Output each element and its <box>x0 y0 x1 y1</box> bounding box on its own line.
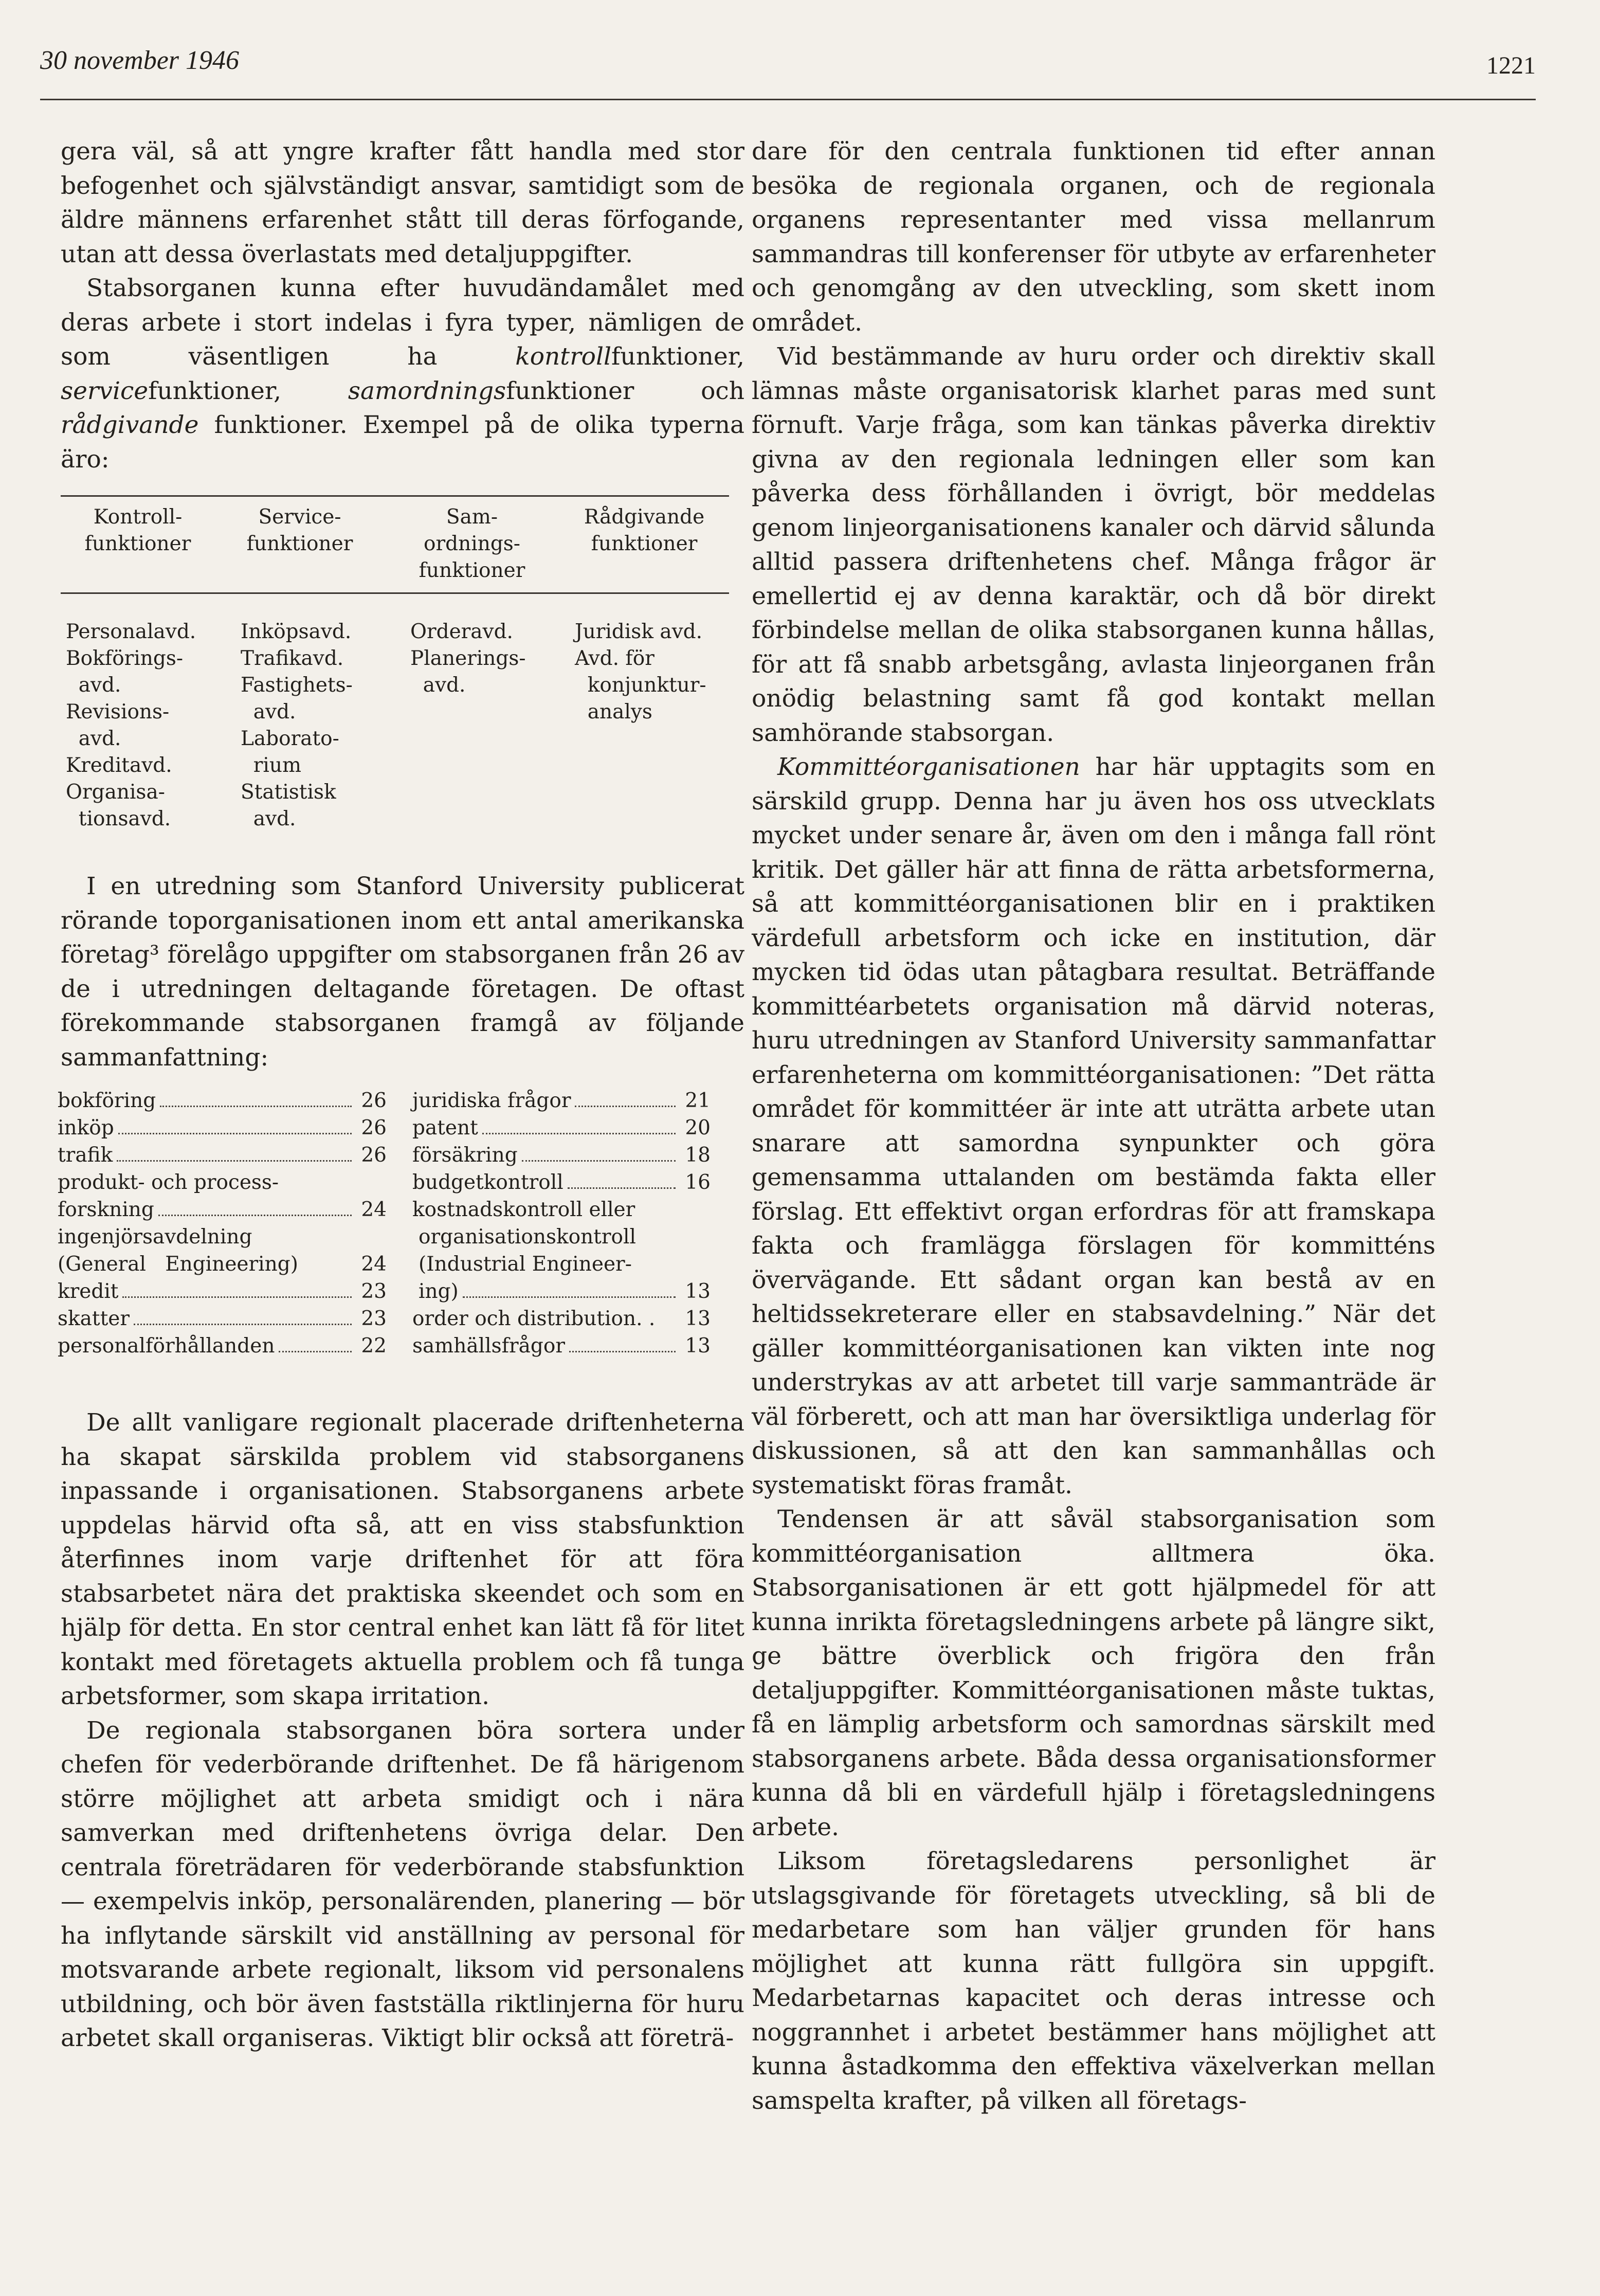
freq-value: 26 <box>361 1116 387 1140</box>
page-number: 1221 <box>1486 52 1536 79</box>
freq-item <box>58 1332 387 1360</box>
p2-em-samordnings: samordnings <box>348 376 506 405</box>
p2-em-radgivande: rådgivande <box>61 411 199 439</box>
freq-value: 23 <box>361 1307 387 1330</box>
header-rule <box>40 99 1536 100</box>
freq-value: 20 <box>685 1116 711 1140</box>
left-paragraph-5: De regionala stabsorganen böra sortera under chefen för vederbörande driftenhet. De få härigenom större möjlighet att arbeta smidigt och i nära samverkan med driftenhetens övriga delar. Den centrala företrädaren för vederbörande stabsfunktion — exempelvis inköp, personalärenden, planering — bör ha inflytande särskilt vid anställning av personal för motsvarande arbete regionalt, liksom vid personalens utbildning, och bör även fastställa riktlinjerna för huru arbetet skall organiseras. Viktigt blir också att företrä- <box>61 1716 744 2052</box>
freq-item <box>412 1251 711 1278</box>
p2-em-kontroll: kontroll <box>515 342 612 371</box>
freq-value: 16 <box>685 1171 711 1194</box>
table-cell-service: Inköpsavd. Trafikavd. Fastighets- avd. Laborato- rium Statistisk avd. <box>241 620 353 830</box>
freq-value: 22 <box>361 1334 387 1358</box>
freq-label: forskning <box>58 1198 154 1221</box>
freq-label: juridiska frågor <box>412 1089 571 1112</box>
freq-item <box>412 1332 711 1360</box>
table-body-row <box>61 594 729 833</box>
table-cell-kontroll: Personalavd. Bokförings- avd. Revisions- avd. Kreditavd. Organisa- tionsavd. <box>66 620 196 830</box>
left-paragraph-3: I en utredning som Stanford University publicerat rörande toporganisationen inom ett antal amerikanska företag³ förelågo uppgifter om stabsorganen från 26 av de i utredningen deltagande företagen. De oftast förekommande stabsorganen framgå av följande sammanfattning: <box>61 872 744 1072</box>
freq-item <box>58 1169 387 1196</box>
p2-text-b: funktioner, <box>611 342 744 371</box>
p2-em-service: service <box>61 376 149 405</box>
freq-value: 24 <box>361 1253 387 1276</box>
freq-label: kostnadskontroll eller <box>412 1198 635 1221</box>
freq-item <box>412 1169 711 1196</box>
freq-value: 21 <box>685 1089 711 1112</box>
freq-item <box>58 1142 387 1169</box>
freq-item <box>412 1196 711 1223</box>
right-paragraph-1: dare för den centrala funktionen tid efter annan besöka de regionala organen, och de regionala organens representanter med vissa mellanrum sammandras till konferenser för utbyte av erfarenheter och genomgång av den utveckling, som skett inom området. <box>752 137 1435 337</box>
p2-text-a: Stabsorganen kunna efter huvudändamålet med deras arbete i stort indelas i fyra typer, nämligen de som väsentligen ha <box>61 274 744 371</box>
freq-label: skatter <box>58 1307 130 1330</box>
freq-item <box>58 1251 387 1278</box>
freq-label: samhällsfrågor <box>412 1334 565 1358</box>
freq-label: bokföring <box>58 1089 156 1112</box>
freq-label: försäkring <box>412 1144 518 1167</box>
freq-item <box>412 1305 711 1332</box>
right-column <box>752 135 1435 2118</box>
table-cell-radgivande: Juridisk avd. Avd. för konjunktur- analys <box>575 620 706 724</box>
freq-label: order och distribution. . <box>412 1307 656 1330</box>
page-date: 30 november 1946 <box>40 46 240 75</box>
freq-item <box>58 1087 387 1114</box>
frequency-list <box>58 1087 741 1360</box>
table-header-service: Service- funktioner <box>246 505 353 555</box>
freq-label: trafik <box>58 1144 113 1167</box>
left-paragraph-2 <box>61 272 744 477</box>
table-header-samordnings: Sam- ordnings- funktioner <box>419 505 525 582</box>
freq-item <box>58 1114 387 1142</box>
p2-text-e: funktioner. Exempel på de olika typerna äro: <box>61 411 744 474</box>
freq-label: ing) <box>419 1280 459 1303</box>
freq-item <box>58 1223 387 1251</box>
right-paragraph-4: Tendensen är att såväl stabsorganisation som kommittéorganisation alltmera öka. Stabsorganisationen är ett gott hjälpmedel för att kunna inrikta företagsledningens arbete på längre sikt, ge bättre överblick och frigöra den från detaljuppgifter. Kommittéorganisationen måste tuktas, få en lämplig arbetsform och samordnas särskilt med stabsorganens arbete. Båda dessa organisationsformer kunna då bli en värdefull hjälp i företagsledningens arbete. <box>752 1505 1435 1841</box>
freq-value: 13 <box>685 1280 711 1303</box>
table-header-radgivande: Rådgivande funktioner <box>584 505 705 555</box>
freq-label: organisationskontroll <box>419 1225 636 1249</box>
freq-value: 26 <box>361 1089 387 1112</box>
freq-label: produkt- och process- <box>58 1171 279 1194</box>
p3-em-kommitte: Kommittéorganisationen <box>777 753 1080 781</box>
left-paragraph-1: gera väl, så att yngre krafter fått handla med stor befogenhet och självständigt ansvar, samtidigt som de äldre männens erfarenhet stått till deras förfogande, utan att dessa överlastats med detaljuppgifter. <box>61 137 744 268</box>
freq-label: kredit <box>58 1280 119 1303</box>
freq-item <box>412 1087 711 1114</box>
freq-item <box>58 1305 387 1332</box>
right-paragraph-5: Liksom företagsledarens personlighet är utslagsgivande för företagets utveckling, så bli de medarbetare som han väljer grunden för hans möjlighet att kunna rätt fullgöra sin uppgift. Medarbetarnas kapacitet och deras intresse och noggrannhet i arbetet bestämmer hans möjlighet att kunna åstadkomma den effektiva växelverkan mellan samspelta krafter, på vilken all företags- <box>752 1847 1435 2115</box>
freq-label: (General Engineering) <box>58 1253 298 1276</box>
table-header-row <box>61 497 729 592</box>
table-header-kontroll: Kontroll- funktioner <box>84 505 191 555</box>
freq-value: 26 <box>361 1144 387 1167</box>
freq-label: patent <box>412 1116 478 1140</box>
frequency-list-left <box>58 1087 387 1360</box>
freq-label: ingenjörsavdelning <box>58 1225 252 1249</box>
freq-item <box>412 1114 711 1142</box>
freq-value: 13 <box>685 1334 711 1358</box>
freq-value: 18 <box>685 1144 711 1167</box>
staff-types-table <box>61 495 729 833</box>
p2-text-d: funktioner och <box>506 376 745 405</box>
freq-value: 23 <box>361 1280 387 1303</box>
left-paragraph-4: De allt vanligare regionalt placerade driftenheterna ha skapat särskilda problem vid stabsorganens inpassande i organisationen. Stabsorganens arbete uppdelas härvid ofta så, att en viss stabsfunktion återfinnes inom varje driftenhet för att föra stabsarbetet nära det praktiska skeendet och som en hjälp för detta. En stor central enhet kan lätt få för litet kontakt med företagets aktuella problem och få tunga arbetsformer, som skapa irritation. <box>61 1408 744 1710</box>
freq-label: personalförhållanden <box>58 1334 275 1358</box>
table-cell-samordnings: Orderavd. Planerings- avd. <box>410 620 526 697</box>
freq-label: inköp <box>58 1116 114 1140</box>
p2-text-c: funktioner, <box>148 376 348 405</box>
freq-label: budgetkontroll <box>412 1171 563 1194</box>
freq-item <box>58 1196 387 1223</box>
frequency-list-right <box>412 1087 711 1360</box>
freq-value: 13 <box>685 1307 711 1330</box>
left-column <box>58 135 745 2056</box>
freq-item <box>412 1142 711 1169</box>
freq-item <box>58 1278 387 1305</box>
freq-item <box>412 1278 711 1305</box>
freq-item <box>412 1223 711 1251</box>
right-paragraph-3 <box>752 750 1435 1503</box>
freq-value: 24 <box>361 1198 387 1221</box>
p3-text: har här upptagits som en särskild grupp. Denna har ju även hos oss utvecklats mycket under senare år, även om den i många fall rönt kritik. Det gäller här att finna de rätta arbetsformerna, så att kommittéorganisationen blir en i praktiken värdefull arbetsform och icke en institution, där mycken tid ödas utan påtagbara resultat. Beträffande kommittéarbetets organisation må därvid noteras, huru utredningen av Stanford University sammanfattar erfarenheterna om kommittéorganisationen: ”Det rätta området för kommittéer är inte att uträtta arbete utan snarare att samordna synpunkter och göra gemensamma uttalanden om bestämda fakta eller förslag. Ett effektivt organ erfordras för att framskapa fakta och framlägga förslagen för kommitténs övervägande. Ett sådant organ kan bestå av en heltidssekreterare eller en stabsavdelning.” När det gäller kommittéorganisationen kan vikten inte nog understrykas av att arbetet till varje sammanträde är väl förberett, och att man har översiktliga underlag för diskussionen, så att den kan sammanhållas och systematiskt föras framåt. <box>752 753 1435 1499</box>
right-paragraph-2: Vid bestämmande av huru order och direktiv skall lämnas måste organisatorisk klarhet paras med sunt förnuft. Varje fråga, som kan tänkas påverka direktiv givna av den regionala ledningen eller som kan påverka dess förhållanden i övrigt, bör meddelas genom linjeorganisationens kanaler och därvid sålunda alltid passera driftenhetens chef. Många frågor är emellertid ej av denna karaktär, och då bör direkt förbindelse mellan de olika stabsorganen kunna hållas, för att få snabb arbetsgång, avlasta linjeorganen från onödig belastning samt få god kontakt mellan samhörande stabsorgan. <box>752 342 1435 747</box>
freq-label: (Industrial Engineer- <box>419 1253 632 1276</box>
